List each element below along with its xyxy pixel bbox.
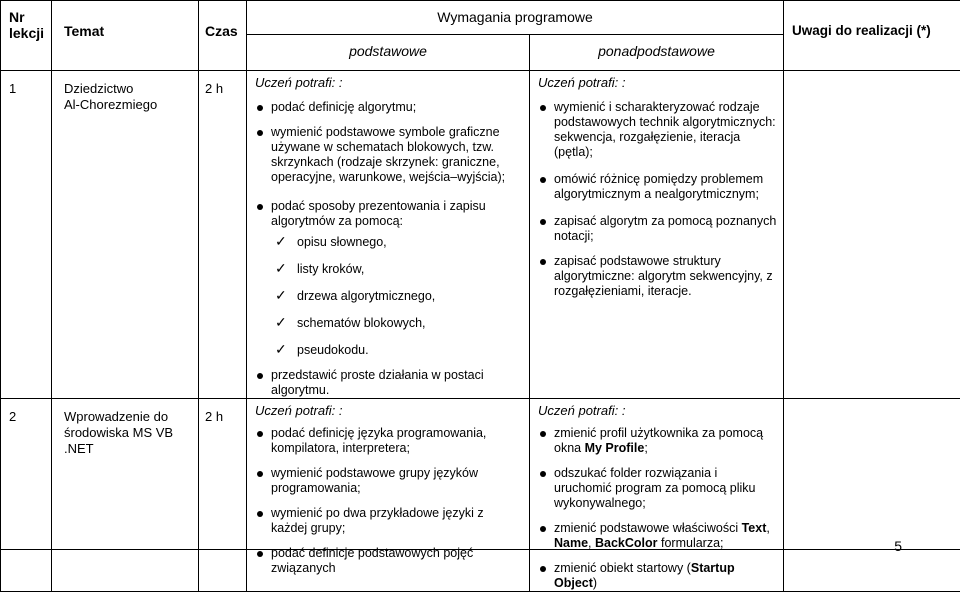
list-item: zmienić obiekt startowy (Startup Object) <box>538 561 777 591</box>
row-nr: 1 <box>1 71 52 399</box>
header-nr-line2: lekcji <box>9 25 51 41</box>
list-item: zmienić profil użytkownika za pomocą okna My Profile; <box>538 426 777 456</box>
checkmark-icon: ✓ <box>275 288 287 303</box>
check-item <box>275 316 523 331</box>
check-item <box>275 289 523 304</box>
checkmark-icon: ✓ <box>275 234 287 249</box>
list-item: podać sposoby prezentowania i zapisu algorytmów za pomocą: <box>255 199 523 229</box>
list-item: omówić różnicę pomiędzy problemem algorytmicznym a nealgorytmicznym; <box>538 172 777 202</box>
intro-text: Uczeń potrafi: : <box>255 403 523 418</box>
list-item: podać definicję algorytmu; <box>255 100 523 115</box>
page-divider <box>0 549 960 550</box>
header-czas: Czas <box>199 1 247 71</box>
row-temat <box>52 399 199 592</box>
row-podstawowe <box>247 71 530 399</box>
page-number: 5 <box>894 538 902 554</box>
temat-line: Dziedzictwo <box>64 81 198 97</box>
bold-term: BackColor <box>595 536 658 550</box>
list-item: zapisać algorytm za pomocą poznanych notacji; <box>538 214 777 244</box>
row-uwagi <box>784 399 960 592</box>
check-label: schematów blokowych, <box>297 316 426 330</box>
temat-line: Wprowadzenie do <box>64 409 198 425</box>
row-nr: 2 <box>1 399 52 592</box>
check-label: opisu słownego, <box>297 235 387 249</box>
check-item <box>275 262 523 277</box>
header-wymagania: Wymagania programowe <box>247 1 784 35</box>
check-label: pseudokodu. <box>297 343 369 357</box>
bold-term: Name <box>554 536 588 550</box>
header-temat: Temat <box>52 1 199 71</box>
checkmark-icon: ✓ <box>275 342 287 357</box>
row-czas: 2 h <box>199 71 247 399</box>
list-item: wymienić i scharakteryzować rodzaje podstawowych technik algorytmicznych: sekwencja, rozgałęzienie, iteracja (pętla); <box>538 100 777 160</box>
header-nr-line1: Nr <box>9 9 51 25</box>
intro-text: Uczeń potrafi: : <box>538 403 777 418</box>
bold-term: My Profile <box>585 441 645 455</box>
list-item: wymienić podstawowe grupy języków programowania; <box>255 466 523 496</box>
row-podstawowe <box>247 399 530 592</box>
temat-line: Al-Chorezmiego <box>64 97 198 113</box>
list-item: odszukać folder rozwiązania i uruchomić program za pomocą pliku wykonywalnego; <box>538 466 777 511</box>
checkmark-icon: ✓ <box>275 315 287 330</box>
bold-term: Text <box>742 521 767 535</box>
header-ponadpodstawowe: ponadpodstawowe <box>530 35 784 71</box>
checkmark-icon: ✓ <box>275 261 287 276</box>
list-item: zapisać podstawowe struktury algorytmiczne: algorytm sekwencyjny, z rozgałęzieniami, iteracje. <box>538 254 777 299</box>
header-nr-lekcji <box>1 1 52 71</box>
check-item <box>275 235 523 250</box>
list-item: podać definicje podstawowych pojęć związanych <box>255 546 523 576</box>
row-temat <box>52 71 199 399</box>
row-ponadpodstawowe <box>530 399 784 592</box>
check-label: drzewa algorytmicznego, <box>297 289 435 303</box>
intro-text: Uczeń potrafi: : <box>538 75 777 90</box>
list-item: wymienić podstawowe symbole graficzne używane w schematach blokowych, tzw. skrzynkach (rodzaje skrzynek: graniczne, operacyjne, warunkowe, wejścia–wyjścia); <box>255 125 523 185</box>
check-label: listy kroków, <box>297 262 364 276</box>
temat-line: środowiska MS VB .NET <box>64 425 198 457</box>
intro-text: Uczeń potrafi: : <box>255 75 523 90</box>
table-row <box>1 399 960 592</box>
row-czas: 2 h <box>199 399 247 592</box>
table-row <box>1 71 960 399</box>
row-uwagi <box>784 71 960 399</box>
list-item: przedstawić proste działania w postaci algorytmu. <box>255 368 523 398</box>
row-ponadpodstawowe <box>530 71 784 399</box>
check-item <box>275 343 523 358</box>
list-item: wymienić po dwa przykładowe języki z każdej grupy; <box>255 506 523 536</box>
header-podstawowe: podstawowe <box>247 35 530 71</box>
header-uwagi: Uwagi do realizacji (*) <box>784 1 960 71</box>
list-item: podać definicję języka programowania, kompilatora, interpretera; <box>255 426 523 456</box>
list-item: zmienić podstawowe właściwości Text, Name, BackColor formularza; <box>538 521 777 551</box>
bold-term: Startup Object <box>554 561 735 590</box>
